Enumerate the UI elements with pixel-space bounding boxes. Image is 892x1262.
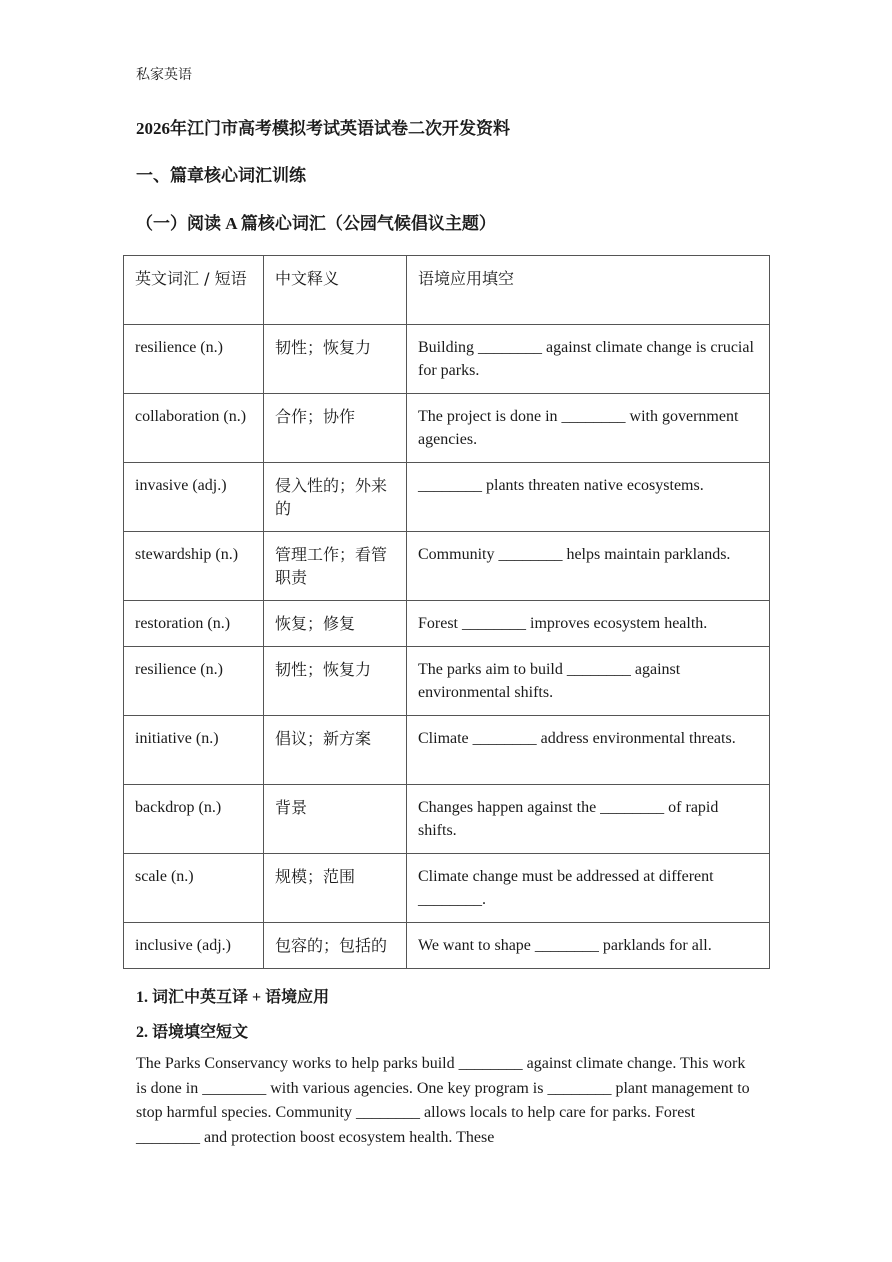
task-heading-1: 1. 词汇中英互译 + 语境应用	[136, 989, 330, 1006]
table-row	[124, 394, 770, 463]
meaning-cell: 包容的；包括的	[264, 923, 407, 969]
column-header-context: 语境应用填空	[407, 256, 770, 325]
subsection-heading: （一）阅读 A 篇核心词汇（公园气候倡议主题）	[136, 214, 496, 233]
term-cell: collaboration (n.)	[124, 394, 264, 463]
table-header-row	[124, 256, 770, 325]
context-cell: The project is done in ________ with government agencies.	[407, 394, 770, 463]
meaning-cell: 合作；协作	[264, 394, 407, 463]
header-tag: 私家英语	[136, 67, 192, 83]
term-cell: invasive (adj.)	[124, 463, 264, 532]
term-cell: scale (n.)	[124, 854, 264, 923]
table-row	[124, 647, 770, 716]
meaning-cell: 管理工作；看管职责	[264, 532, 407, 601]
context-cell: ________ plants threaten native ecosystems.	[407, 463, 770, 532]
meaning-cell: 倡议；新方案	[264, 716, 407, 785]
cloze-passage: The Parks Conservancy works to help parks build ________ against climate change. This work is done in ________ with various agencies. One key program is ________ plant management to stop harmful species. Community ________ allows locals to help care for parks. Forest ________ and protection boost ecosystem health. These	[136, 1055, 750, 1146]
meaning-cell: 韧性；恢复力	[264, 325, 407, 394]
context-cell: The parks aim to build ________ against environmental shifts.	[407, 647, 770, 716]
context-cell: Community ________ helps maintain parklands.	[407, 532, 770, 601]
term-cell: resilience (n.)	[124, 325, 264, 394]
table-row	[124, 463, 770, 532]
table-row	[124, 716, 770, 785]
column-header-english: 英文词汇 / 短语	[124, 256, 264, 325]
meaning-cell: 侵入性的；外来的	[264, 463, 407, 532]
table-row	[124, 325, 770, 394]
meaning-cell: 规模；范围	[264, 854, 407, 923]
term-cell: backdrop (n.)	[124, 785, 264, 854]
meaning-cell: 恢复；修复	[264, 601, 407, 647]
meaning-cell: 韧性；恢复力	[264, 647, 407, 716]
context-cell: We want to shape ________ parklands for all.	[407, 923, 770, 969]
context-cell: Forest ________ improves ecosystem health.	[407, 601, 770, 647]
table-row	[124, 532, 770, 601]
vocabulary-table	[123, 255, 770, 969]
table-row	[124, 601, 770, 647]
context-cell: Climate ________ address environmental threats.	[407, 716, 770, 785]
table-row	[124, 923, 770, 969]
term-cell: resilience (n.)	[124, 647, 264, 716]
task-heading-2: 2. 语境填空短文	[136, 1024, 249, 1041]
meaning-cell: 背景	[264, 785, 407, 854]
context-cell: Building ________ against climate change is crucial for parks.	[407, 325, 770, 394]
context-cell: Climate change must be addressed at different ________.	[407, 854, 770, 923]
term-cell: restoration (n.)	[124, 601, 264, 647]
page-title: 2026年江门市高考模拟考试英语试卷二次开发资料	[136, 119, 510, 138]
term-cell: stewardship (n.)	[124, 532, 264, 601]
context-cell: Changes happen against the ________ of rapid shifts.	[407, 785, 770, 854]
term-cell: inclusive (adj.)	[124, 923, 264, 969]
column-header-chinese: 中文释义	[264, 256, 407, 325]
section-heading: 一、篇章核心词汇训练	[136, 166, 306, 185]
table-row	[124, 785, 770, 854]
term-cell: initiative (n.)	[124, 716, 264, 785]
table-row	[124, 854, 770, 923]
